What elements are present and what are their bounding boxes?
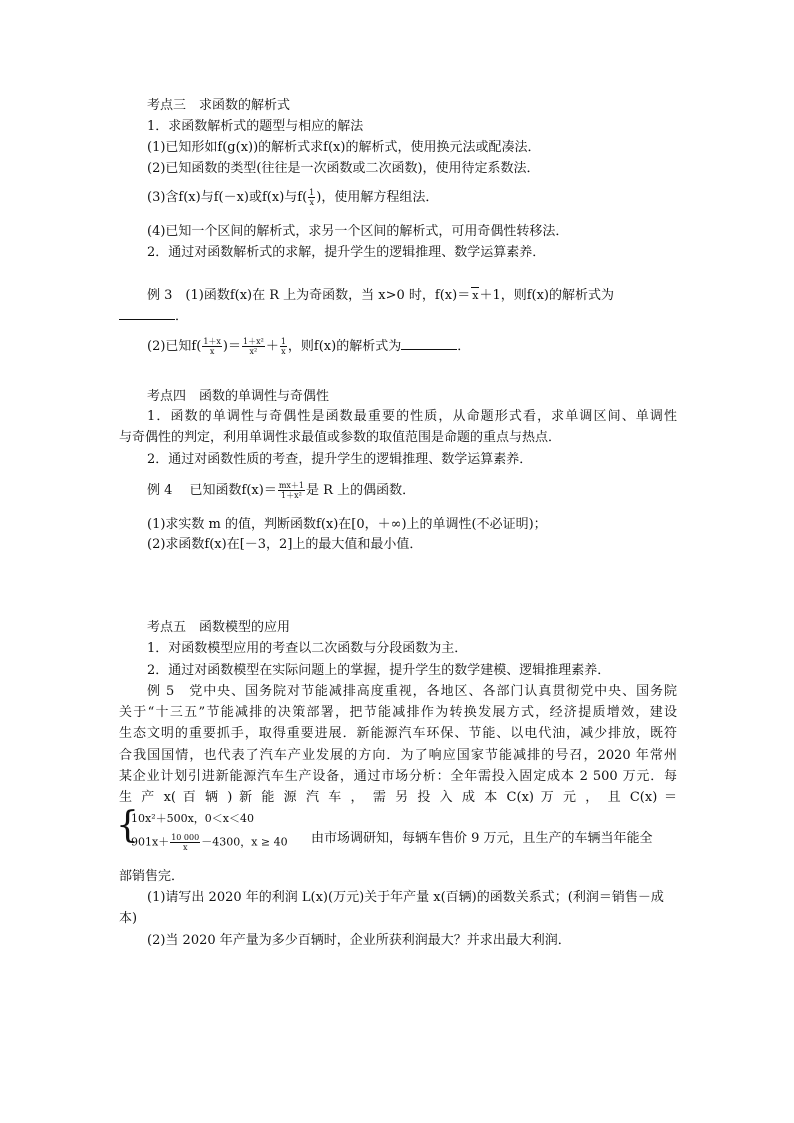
example5-line4: 合我国国情，也代表了汽车产业发展的方向．为了响应国家节能减排的号召，2020 年常州: [119, 748, 677, 763]
section3-title: 考点三 求函数的解析式: [147, 98, 291, 113]
fraction: $\frac{mx+1}{\text{1＋x²}}$: [278, 481, 305, 500]
section3-line2: (1)已知形如f(g(x))的解析式求f(x)的解析式，使用换元法或配凑法．: [147, 140, 541, 155]
example3-part2: (2)已知f( $\frac{1+x}{x}$ )＝ $\frac{\text{1＋x²}}{\text{x²}}$ ＋ $\frac{1}{x}$ ，则f(x)的解析式为 ．: [147, 337, 471, 356]
section4-line1b: 与奇偶性的判定，利用单调性求最值或参数的取值范围是命题的重点与热点．: [119, 430, 562, 445]
example5-line6: 生 产 x( 百 辆 ) 新 能 源 汽 车 ， 需 另 投 入 成 本 C(x) 万 元 ， 且 C(x) ＝: [119, 790, 677, 805]
section3-line5: (4)已知一个区间的解析式，求另一个区间的解析式，可用奇偶性转移法．: [147, 224, 569, 239]
fraction: $\frac{1+x}{x}$: [203, 337, 221, 356]
example3-part1-answer: ．: [119, 307, 188, 325]
example4-question1: (1)求实数 m 的值，判断函数f(x)在[0，＋∞)上的单调性(不必证明)；: [147, 517, 547, 532]
example5-line2: 关于“十三五”节能减排的决策部署，把节能减排作为转换发展方式，经济提质增效，建设: [119, 705, 677, 720]
fraction: $\frac{1}{x}$: [309, 188, 315, 207]
section3-line4: [147, 188, 438, 207]
example5-line7: 部销售完．: [119, 869, 185, 884]
example5-line5: 某企业计划引进新能源汽车生产设备，通过市场分析：全年需投入固定成本 2 500 万元．每: [119, 769, 677, 784]
answer-blank: [119, 307, 175, 320]
section4-title: 考点四 函数的单调性与奇偶性: [147, 389, 330, 404]
piecewise-case2: 901x＋ $\frac{10 000}{x}$ －4300，x ≥ 40: [131, 833, 288, 852]
section3-line3: (2)已知函数的类型(往往是一次函数或二次函数)，使用待定系数法．: [147, 161, 540, 176]
section3-line4-b: )，使用解方程组法．: [316, 190, 439, 205]
answer-blank: [401, 337, 457, 350]
section3-line1: 1．求函数解析式的题型与相应的解法: [147, 119, 364, 134]
fraction: $\frac{1}{x}$: [280, 337, 286, 356]
example5-line1: 例 5 党中央、国务院对节能减排高度重视，各地区、各部门认真贯彻党中央、国务院: [147, 684, 677, 699]
section4-line2: 2．通过对函数性质的考查，提升学生的逻辑推理、数学运算素养．: [147, 452, 533, 467]
section3-line4-a: (3)含f(x)与f(－x)或f(x)与f(: [147, 190, 308, 205]
section3-line6: 2．通过对函数解析式的求解，提升学生的逻辑推理、数学运算素养．: [147, 245, 546, 260]
fraction: $\frac{\text{1＋x²}}{\text{x²}}$: [243, 337, 264, 356]
example5-after-piecewise: 由市场调研知，每辆车售价 9 万元，且生产的车辆当年能全: [311, 831, 653, 846]
example5-line3: 生态文明的重要抓手，取得重要进展．新能源汽车环保、节能、以电代油，减少排放，既符: [119, 726, 677, 741]
example5-question2: (2)当 2020 年产量为多少百辆时，企业所获利润最大？并求出最大利润．: [147, 933, 571, 948]
section5-line1: 1．对函数模型应用的考查以二次函数与分段函数为主．: [147, 641, 468, 656]
piecewise-case1: 10x²＋500x，0＜x＜40: [131, 812, 255, 825]
section5-line2: 2．通过对函数模型在实际问题上的掌握，提升学生的数学建模、逻辑推理素养．: [147, 663, 611, 678]
section5-title: 考点五 函数模型的应用: [147, 620, 291, 635]
example5-question1a: (1)请写出 2020 年的利润 L(x)(万元)关于年产量 x(百辆)的函数关系式；(利润＝销售－成: [147, 890, 664, 905]
example5-question1b: 本): [119, 911, 138, 926]
example4-question2: (2)求函数f(x)在[－3，2]上的最大值和最小值．: [147, 537, 423, 552]
example4-statement: 例 4 已知函数f(x)＝ $\frac{mx+1}{\text{1＋x²}}$ 是 R 上的偶函数．: [147, 481, 416, 500]
section4-line1a: 1．函数的单调性与奇偶性是函数最重要的性质，从命题形式看，求单调区间、单调性: [147, 409, 677, 424]
example3-part1: 例 3 (1)函数f(x)在 R 上为奇函数，当 x>0 时，f(x)＝ x＋1，则f(x)的解析式为: [147, 288, 614, 303]
fraction: $\frac{10 000}{x}$: [171, 833, 200, 852]
piecewise-brace: {: [116, 805, 139, 846]
sqrt-expression: x: [472, 289, 479, 302]
